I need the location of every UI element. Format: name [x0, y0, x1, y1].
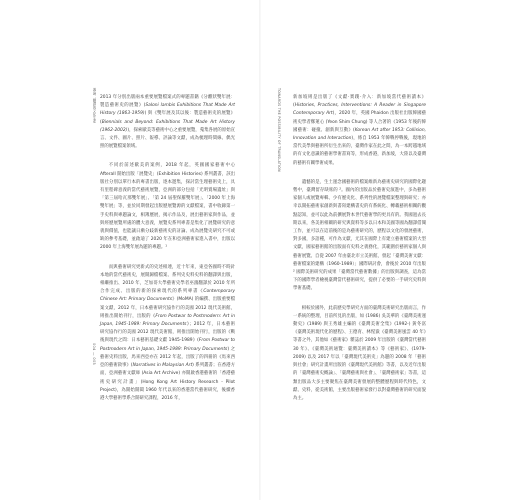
gutter: [259, 0, 261, 500]
left-page-body: [100, 94, 235, 411]
paragraph: 遺憾的是，生土運念國藝術的檔案維新為藝術史研究的國際化趨勢中，臺灣留存缺席的 ²。國內的出版品於藝術史演進中，多為藝術家個人或展覽專輯、少有歷史化、系列性的展覽檔案整理與研究；亦幸以開拓藝術家創新與書寫建構書史的有系統化、轉載藝術相關的觀點認知，並可以此為前擴展對本世代藝術學的更具有的。我國過去長期以來，各美術相關的研究與資料等多以日本和美國等國為翻譯借閱工作，並可以在這前後的是為藝術研究的，歷程以文化的發展藝術，對多國，多語種，可作為文獻，尤其在國際上有建立藝術檔案的大型文獻，國家藝術館的出版面有史料之義務化，其範圍於藝術家個人與藝術展覽。自從 2007 年由臺北市立美術館，發起「臺灣美術文獻：藝術檔案的建構（1960-1989）」國際研討會，會後於 2010 年出版 ² 國際美術研究的成果「臺灣當代藝術數據」的出版與調查，這為當下的國際學者檢視臺灣當代藝術研究，提供了必要的一手研究史料與學術基礎。: [293, 179, 426, 292]
paragraph: 而與藝術研究更新式的史述相連，近十年來，東亞各國時不時針本地的當代藝術史，展開歸檔檔案、系列史史料史料的翻譯與出版，相繼推出、2010 年，芝加哥大學藝術史學者巫鴻翻譯於 2010 年所合作完成、出版的新的探索現代的系列專書《Contemporary Chinese Art: Primary Documents》(MoMA) 的編撰、出版重要檔案文獻，2012 年，日本藝術研究協作行的美國 2012 現代美術館，則推出開始刊行，出版的《From Postwar to Postmodern: Art in Japan, 1945-1989: Primary Documents》；2012 年，日本藝術研究協作行的美國 2012 現代美術館，則推出開始刊行，出版的《戰後與現代之間：日本藝術基礎文獻 1945-1989》(From Postwar to Postmodern Art in Japan, 1945-1989: Primary Documents) 之藝術史料出版，馬來西亞亦在 2012 年起，出版了的四冊的《馬來西亞的藝術敘事》(Narratives in Malaysian Art) 系列叢書；在香港方面，亞洲藝術文獻庫 (Asia Art Archive) 亦開啟香港藝術的「香港藝術史研究計畫」(Hong Kong Art History Research - Pilot Project)，為開始開閩 1960 年代以來的香港當代藝術研究，後續香港大學藝術學系合開研究課程，2016 年，: [100, 264, 235, 401]
paragraph: 相較於國外，此前歷史學研究方面的臺灣美術研究出版而言，作一系統的整理，目前所見的出版，如 (1986) 吳美華的《臺灣美術運動史》(1989) 與王秀雄主編的《臺灣美術全集》(1992-) 黃冬富《臺灣美術現代化的歷程》、王德育、林惺嶽《臺灣美術風雲 40 年》等書之外，其他如《藝術家》雜誌於 2009 年出版的《臺灣當代藝術 30 年》、《臺灣美術通覽：臺灣美術讀本》等《藝術家》、(1979-2009) 以及 2017 年以「臺灣現代美術史」為題的 2008 年「藝術與社會」研究計畫所出版的《臺灣現代美術館》等書，以及近年出版的「臺灣藝術史概論」、「臺灣藝術與社會」、「臺灣藝術家」等書，這類出版品大多主要聚焦在臺灣美術發展的整體歷程與時代特色，文獻、史料，從美術館，主要出版藝術家發行以對臺灣藝術的研究面貌為主。: [293, 305, 426, 401]
running-head-left: 導論：翻譯與文化生產: [92, 88, 96, 123]
paragraph: 不同於前述歐美的案例，2018 年起，英國國家藝術中心 Afterall 開始出版「展覽史」(Exhibition Histories) 系列叢書，該出版社分別以單行本的專書出版，逐本邀集，探討當生理藝術史上，具有里程碑意義的當代藝術展覽，亞洲的部分包括「光明賣場遺址」與「第三屆哈瓦那雙年展」、「第 24 屆聖保羅雙年展」、「2000 年上海雙年展」等，並於同期發起出版歷展覽源的文獻檔案，書中收錄第一手史料與專題論文，相簿歷展，揭示作品及，展出藝術家與作品，並與經歷展覽所處的體大意義，展覽史系列專書是集化了展覽研究的意義與價值，也能讓日漸分歧新藝術史的討論、成為展覽史研究不可或缺的參考基礎，並啟迪了 2020 年在和亞洲藝術家進入書中，出版以 2000 年上海雙年展為題的專題。¹: [100, 163, 235, 251]
paragraph: 2013 年分別出版兩本重要展覽檔案式的專題書籍《分離狀雙年展：製造藝術史的展覽》(Saloni lambis Exhibitions That Made Art History (1863-1959)) 與《雙年展及其以後：製造藝術史的展覽》(Biennials and Beyond: Exhibitions That Made Art History (1962-2002))，探索歐美等藝術中心之重要展覽，蒐集各展的原始宣言、文件、圖片、照片、報導、評論等文獻，成為梳理時間線、偶光照的展覽檔案領域。: [100, 95, 235, 150]
running-head-right: TOWARDS THE POSSIBILITY OF TRANSLATION: [277, 88, 281, 172]
page-numbers: 004 — 005: [92, 343, 96, 366]
right-page-body: [293, 94, 426, 411]
paragraph: 新加坡則是出版了《文獻·實踐·介入：新加坡當代藝術讀本》(Histories, Practices, Interventions: A Reader in Singapore Contemporary Art)，2020 年，英國 Phaidon 出版社出版韓國藝術史學者鄭蓮心 (Yeon Shim Chung) 等人合著的《1953 年後的韓國藝術：碰撞、創新與互動》(Korean Art after 1953: Collision, Innovation and Interaction)，係自 1953 年韓戰停戰後，現地的當代美學與藝術所衍生出來的，臺灣作家在此之間，為一本跨越地域的有文化意識的藝術學術書寫等，形成香港，新加坡，大陸以及臺灣的藝術有關學術成果。: [293, 95, 426, 166]
